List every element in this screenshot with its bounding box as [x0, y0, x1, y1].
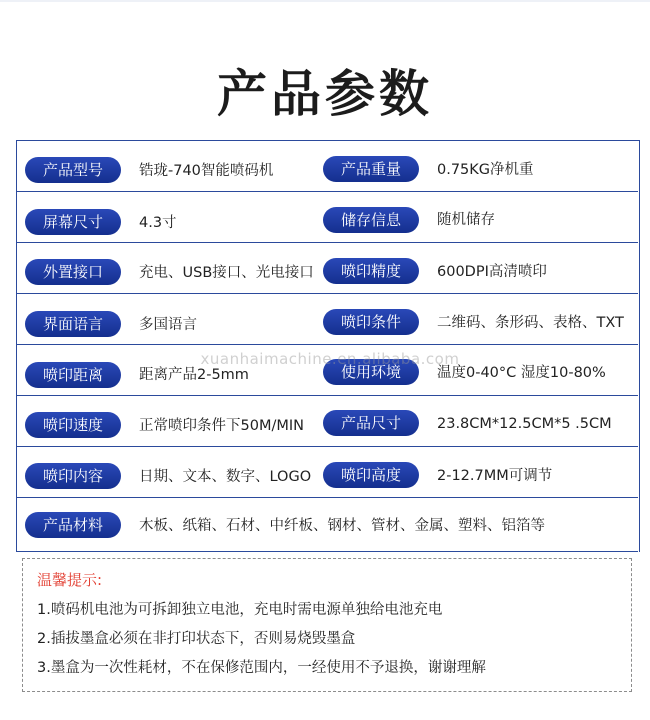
spec-value: 随机储存 — [437, 212, 495, 228]
spec-value: 2-12.7MM可调节 — [437, 468, 553, 484]
watermark: xuanhaimachine.en.alibaba.com — [200, 350, 460, 368]
spec-value: 温度0-40°C 湿度10-80% — [437, 365, 606, 381]
notice-line: 2.插拔墨盒必须在非打印状态下，否则易烧毁墨盒 — [37, 631, 356, 647]
spec-label: 喷印高度 — [323, 462, 419, 488]
top-divider — [0, 0, 650, 2]
notice-line: 3.墨盒为一次性耗材，不在保修范围内，一经使用不予退换，谢谢理解 — [37, 660, 486, 676]
spec-row — [17, 447, 638, 498]
spec-label: 屏幕尺寸 — [25, 209, 121, 235]
spec-value: 4.3寸 — [139, 215, 177, 231]
spec-label: 喷印精度 — [323, 258, 419, 284]
spec-table — [16, 140, 640, 552]
spec-row — [17, 294, 638, 345]
spec-label: 喷印距离 — [25, 362, 121, 388]
spec-row — [17, 192, 638, 243]
spec-label: 界面语言 — [25, 311, 121, 337]
spec-value: 木板、纸箱、石材、中纤板、钢材、管材、金属、塑料、铝箔等 — [139, 518, 545, 534]
spec-label: 产品材料 — [25, 512, 121, 538]
spec-value: 23.8CM*12.5CM*5 .5CM — [437, 416, 612, 432]
spec-label: 外置接口 — [25, 259, 121, 285]
spec-label: 产品尺寸 — [323, 410, 419, 436]
spec-value: 600DPI高清喷印 — [437, 264, 547, 280]
spec-row — [17, 243, 638, 294]
spec-label: 喷印条件 — [323, 309, 419, 335]
spec-value: 0.75KG净机重 — [437, 162, 534, 178]
spec-label: 产品型号 — [25, 157, 121, 183]
spec-value: 距离产品2-5mm — [139, 367, 249, 383]
spec-value: 正常喷印条件下50M/MIN — [139, 418, 304, 434]
spec-label: 使用环境 — [323, 359, 419, 385]
spec-value: 充电、USB接口、光电接口 — [139, 265, 314, 281]
spec-value: 多国语言 — [139, 317, 197, 333]
spec-value: 二维码、条形码、表格、TXT — [437, 315, 624, 331]
notice-title: 温馨提示: — [37, 571, 103, 589]
notice-box — [22, 558, 632, 692]
spec-row — [17, 141, 638, 192]
page-title: 产品参数 — [217, 65, 433, 123]
spec-value: 锆珑-740智能喷码机 — [139, 163, 274, 179]
spec-value: 日期、文本、数字、LOGO — [139, 469, 312, 485]
spec-label: 产品重量 — [323, 156, 419, 182]
notice-line: 1.喷码机电池为可拆卸独立电池，充电时需电源单独给电池充电 — [37, 602, 443, 618]
spec-row — [17, 396, 638, 447]
spec-label: 喷印内容 — [25, 463, 121, 489]
spec-row — [17, 498, 638, 552]
spec-label: 喷印速度 — [25, 412, 121, 438]
spec-label: 储存信息 — [323, 207, 419, 233]
